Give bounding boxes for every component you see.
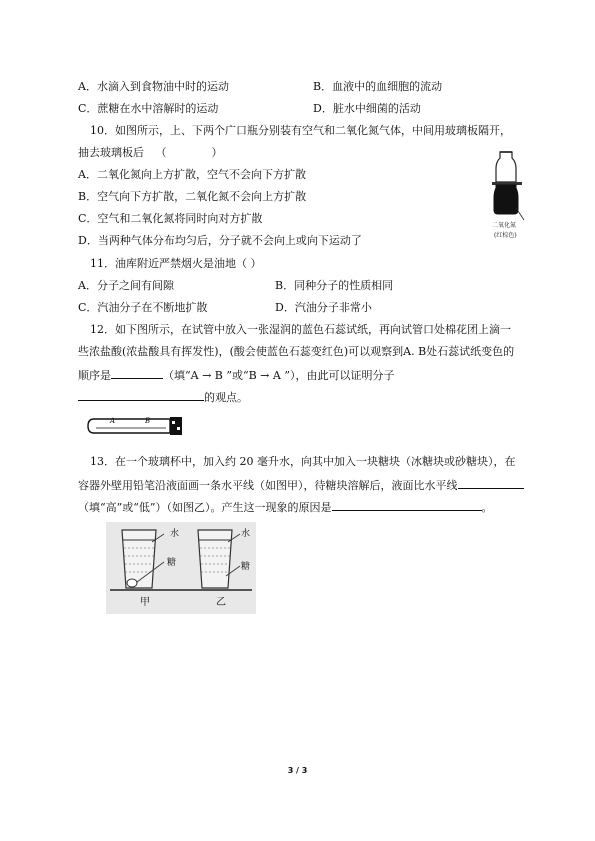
q9-option-a: A．水滴入到食物油中时的运动 (78, 80, 229, 93)
q13-glass-figure (106, 522, 256, 614)
q11-option-c: C．汽油分子在不断地扩散 (78, 301, 208, 314)
q12-line4-suffix: 的观点。 (204, 391, 248, 404)
q10-stem-text: 抽去玻璃板后 (78, 146, 144, 159)
page-number: 3 / 3 (287, 766, 308, 775)
q13-fig-sugar-jia: 糖 (167, 558, 177, 568)
q9-option-c: C．蔗糖在水中溶解时的运动 (78, 102, 219, 115)
q13-line1: 13．在一个玻璃杯中，加入约 20 毫升水，向其中加入一块糖块（冰糖块或砂糖块），在 (90, 455, 516, 468)
sugar-cube (127, 579, 137, 587)
q13-fig-water-yi: 水 (241, 529, 251, 539)
q10-paren-open: （ (155, 146, 167, 159)
upper-jar (496, 152, 516, 182)
q10-option-a: A．二氧化氮向上方扩散，空气不会向下方扩散 (78, 168, 306, 181)
q10-stem-line2 (78, 146, 223, 160)
q12-label-b: B (145, 417, 151, 425)
q11-option-d: D．汽油分子非常小 (275, 301, 372, 314)
glass-jia (122, 530, 156, 588)
q12-test-tube-figure (86, 415, 186, 437)
q12-line4 (78, 389, 248, 405)
q13-blank-reason[interactable] (332, 499, 482, 511)
q12-blank-conclusion[interactable] (78, 389, 204, 401)
q13-fig-water-jia: 水 (170, 529, 180, 539)
q11-option-a: A．分子之间有间隙 (78, 279, 174, 292)
q13-fig-sugar-yi: 糖 (241, 562, 251, 572)
q13-fig-yi: 乙 (216, 597, 226, 608)
q10-stem-line1: 10．如图所示，上、下两个广口瓶分别装有空气和二氧化氮气体，中间用玻璃板隔开， (90, 124, 511, 137)
q9-option-b: B．血液中的血细胞的流动 (313, 80, 443, 93)
q13-line3-end: 。 (481, 501, 493, 514)
q13-fig-jia: 甲 (140, 597, 150, 608)
q10-option-b: B．空气向下方扩散，二氧化氮不会向上方扩散 (78, 190, 307, 203)
q11-option-b: B．同种分子的性质相同 (275, 279, 394, 292)
q10-paren-close: ） (211, 146, 223, 159)
q13-blank-high-low[interactable] (458, 477, 524, 489)
two-glass-svg (106, 522, 256, 614)
q12-line1: 12．如下图所示，在试管中放入一张湿润的蓝色石蕊试纸，再向试管口处棉花团上滴一 (90, 323, 511, 336)
q12-label-a: A (110, 417, 116, 425)
cotton-plug (170, 417, 182, 435)
q12-line3-prefix: 顺序是 (78, 369, 111, 382)
test-tube-svg (86, 415, 186, 437)
q13-line3 (78, 499, 493, 515)
test-tube (88, 419, 170, 433)
q13-line2 (78, 477, 524, 493)
q11-stem: 11．油库附近严禁烟火是油地（ ） (90, 257, 262, 270)
q13-line3-text: （填“高”或“低”）（如图乙）。产生这一现象的原因是 (78, 501, 332, 514)
lower-jar (494, 185, 518, 214)
glass-yi (198, 530, 232, 588)
q9-option-d: D．脏水中细菌的活动 (313, 102, 421, 115)
q12-line3 (78, 367, 394, 383)
q12-line2: 些浓盐酸(浓盐酸具有挥发性)，(酸会使蓝色石蕊变红色)可以观察到A. B处石蕊试纸变色的 (78, 345, 515, 358)
q12-line3-suffix: （填“A → B ”或“B → A ”），由此可以证明分子 (163, 369, 395, 382)
q10-option-d: D．当两种气体分布均匀后，分子就不会向上或向下运动了 (78, 234, 362, 247)
q10-option-c: C．空气和二氧化氮将同时向对方扩散 (78, 212, 263, 225)
q12-blank-order[interactable] (111, 367, 163, 379)
q10-figure-label-1: 二氧化氮 (492, 222, 517, 229)
q13-line2-text: 容器外壁用铅笔沿液面画一条水平线（如图甲），待糖块溶解后，液面比水平线 (78, 479, 458, 492)
q10-figure-label-2: (红棕色) (494, 232, 517, 239)
